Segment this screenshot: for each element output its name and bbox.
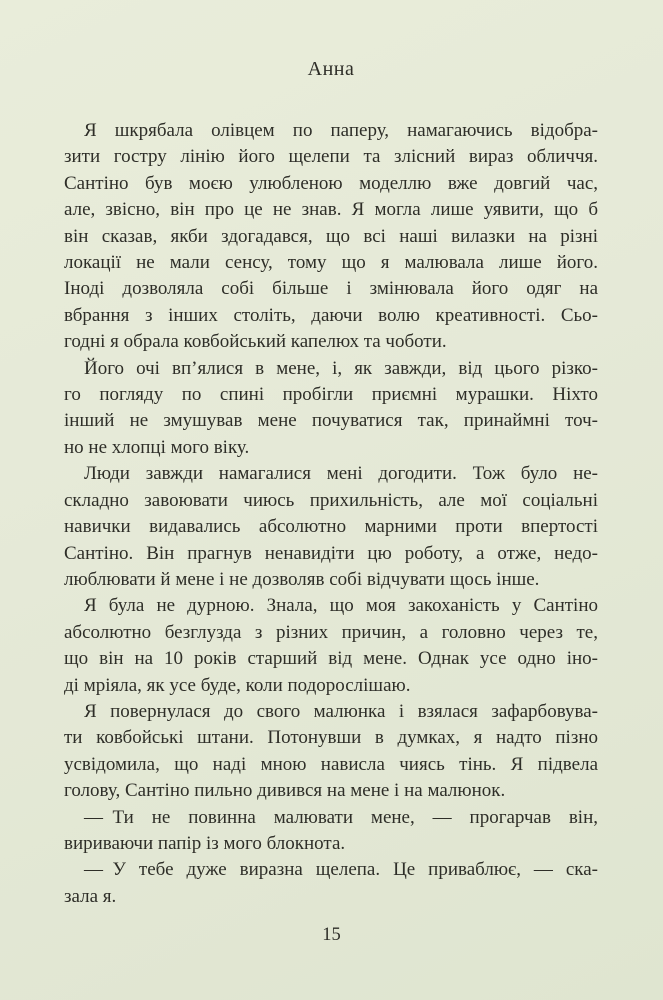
text-line: годні я обрала ковбойський капелюх та чоботи.	[64, 331, 447, 353]
text-line: складно завоювати чиюсь прихильність, але мої соціальні	[64, 489, 598, 511]
text-line: Іноді дозволяла собі більше і змінювала його одяг на	[64, 278, 598, 300]
text-line: вириваючи папір із мого блокнота.	[64, 832, 346, 854]
page-body	[64, 118, 598, 910]
paragraph	[64, 461, 598, 593]
text-line: Я була не дурною. Знала, що моя закоханість у Сантіно	[84, 595, 598, 617]
text-line: зити гостру лінію його щелепи та злісний вираз обличчя.	[64, 146, 598, 168]
text-line: зала я.	[64, 885, 117, 907]
paragraph	[64, 356, 598, 462]
text-line: — У тебе дуже виразна щелепа. Це приваблює, — ска-	[84, 859, 598, 881]
text-line: голову, Сантіно пильно дивився на мене і на малюнок.	[64, 780, 506, 802]
text-line: що він на 10 років старший від мене. Однак усе одно іно-	[64, 648, 598, 670]
text-line: Його очі вп’ялися в мене, і, як завжди, від цього різко-	[84, 357, 598, 379]
text-line: люблювати й мене і не дозволяв собі відчувати щось інше.	[64, 568, 540, 590]
paragraph	[64, 593, 598, 699]
page-number: 15	[322, 925, 341, 945]
text-line: но не хлопці мого віку.	[64, 436, 250, 458]
text-line: усвідомила, що наді мною нависла чиясь тінь. Я підвела	[64, 753, 598, 775]
text-line: го погляду по спині пробігли приємні мурашки. Ніхто	[64, 384, 598, 406]
text-line: інший не змушував мене почуватися так, принаймні точ-	[64, 410, 598, 432]
paragraph	[64, 805, 598, 858]
text-line: — Ти не повинна малювати мене, — прогарчав він,	[84, 806, 598, 828]
text-line: ді мріяла, як усе буде, коли подорослішаю.	[64, 674, 411, 696]
text-line: Я шкрябала олівцем по паперу, намагаючись відобра-	[84, 120, 598, 141]
text-line: локації не мали сенсу, тому що я малювала лише його.	[64, 252, 598, 274]
chapter-header: Анна	[307, 58, 355, 80]
text-line: вбрання з інших століть, даючи волю креативності. Сьо-	[64, 304, 598, 326]
text-line: Сантіно. Він прагнув ненавидіти цю роботу, а отже, недо-	[64, 542, 598, 564]
text-line: Люди завжди намагалися мені догодити. Тож було не-	[84, 463, 598, 485]
text-line: але, звісно, він про це не знав. Я могла лише уявити, що б	[64, 199, 598, 221]
text-line: абсолютно безглузда з різних причин, а головно через те,	[64, 621, 598, 643]
text-line: ти ковбойські штани. Потонувши в думках, я надто пізно	[64, 727, 598, 749]
paragraph	[64, 118, 598, 356]
paragraph	[64, 857, 598, 910]
text-line: навички видавались абсолютно марними проти впертості	[64, 516, 598, 538]
text-line: Сантіно був моєю улюбленою моделлю вже довгий час,	[64, 172, 598, 194]
paragraph	[64, 699, 598, 805]
text-line: він сказав, якби здогадався, що всі наші вилазки на різні	[64, 225, 598, 247]
text-line: Я повернулася до свого малюнка і взялася зафарбовува-	[84, 700, 598, 722]
